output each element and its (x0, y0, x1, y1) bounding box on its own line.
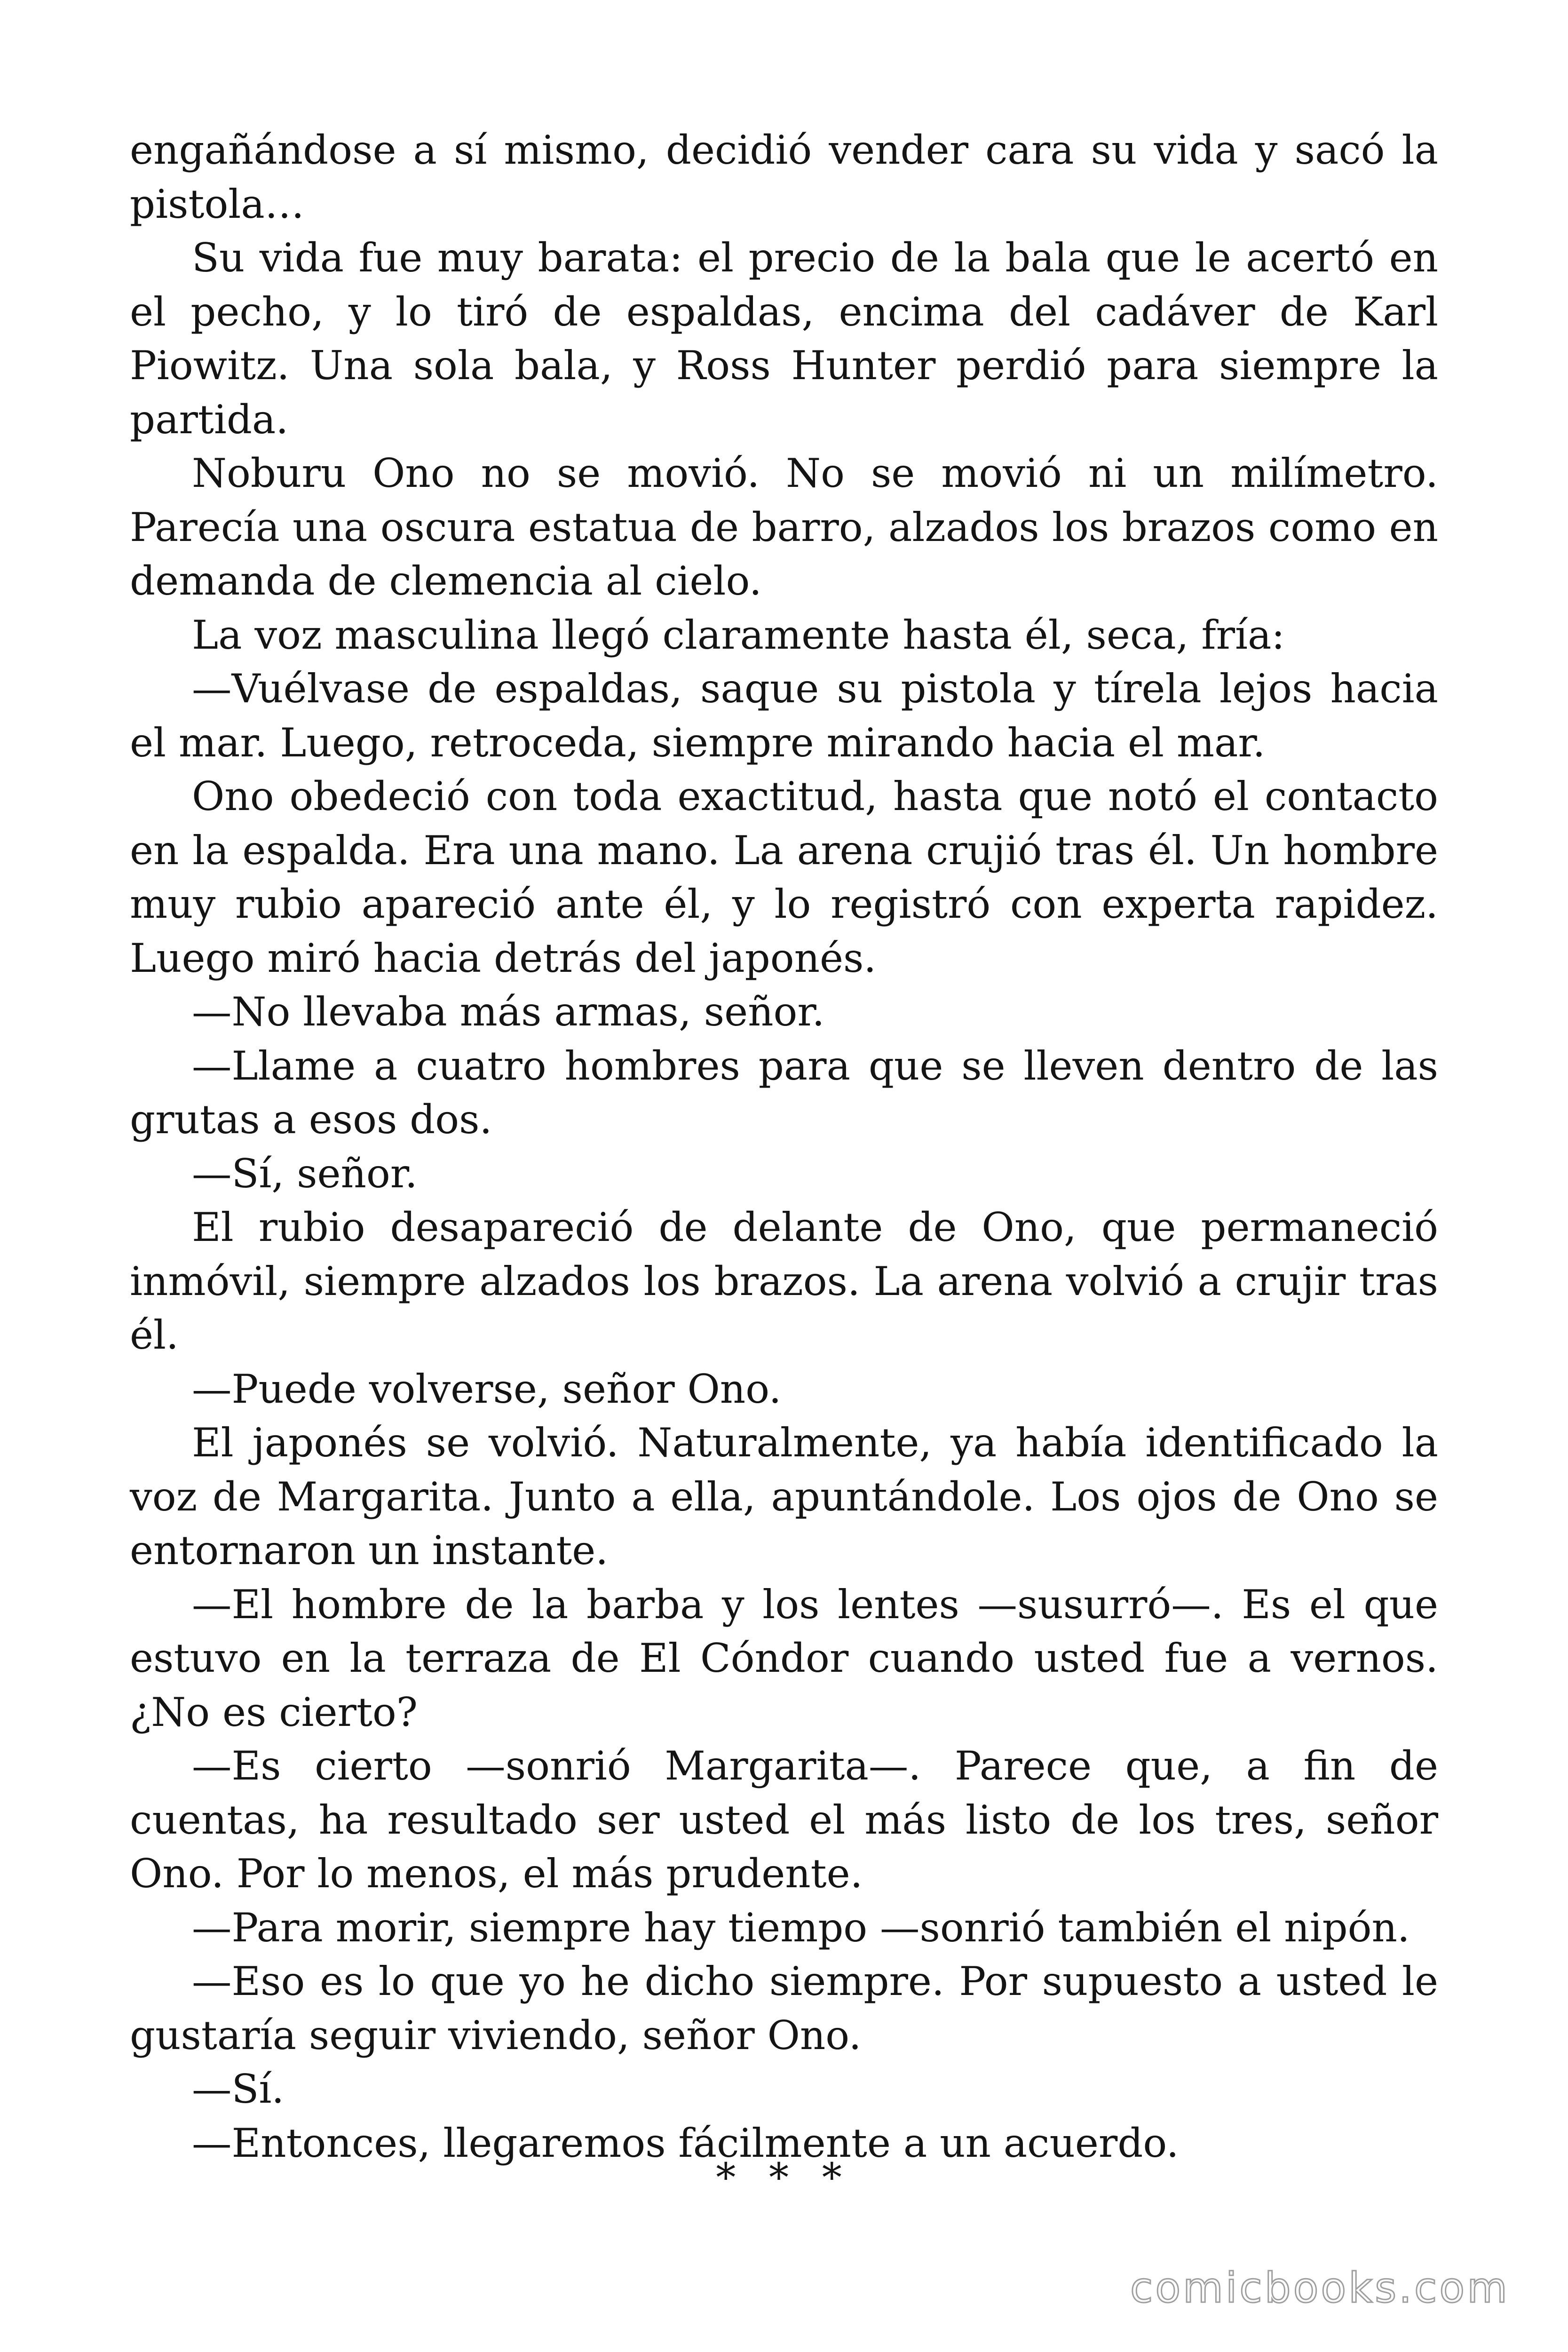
paragraph: engañándose a sí mismo, decidió vender cara su vida y sacó la pistola… (130, 127, 1438, 227)
paragraph: El japonés se volvió. Naturalmente, ya había identificado la voz de Margarita. Junto a ella, apuntándole. Los ojos de Ono se entornaron un instante. (130, 1420, 1438, 1573)
paragraph: —Puede volverse, señor Ono. (192, 1366, 782, 1412)
watermark: comicbooks.com (1130, 2264, 1510, 2312)
paragraph: —Sí. (192, 2066, 285, 2112)
paragraph: —Para morir, siempre hay tiempo —sonrió también el nipón. (192, 1904, 1410, 1951)
paragraph: El rubio desapareció de delante de Ono, que permaneció inmóvil, siempre alzados los brazos. La arena volvió a crujir tras él. (130, 1204, 1438, 1358)
paragraph: —Entonces, llegaremos fácilmente a un acuerdo. (192, 2120, 1179, 2166)
paragraph: —Llame a cuatro hombres para que se lleven dentro de las grutas a esos dos. (130, 1042, 1438, 1143)
paragraph: —Es cierto —sonrió Margarita—. Parece que, a fin de cuentas, ha resultado ser usted el más listo de los tres, señor Ono. Por lo menos, el más prudente. (130, 1743, 1438, 1897)
paragraph: —Eso es lo que yo he dicho siempre. Por supuesto a usted le gustaría seguir viviendo, señor Ono. (130, 1958, 1438, 2058)
paragraph: —El hombre de la barba y los lentes —susurró—. Es el que estuvo en la terraza de El Cóndor cuando usted fue a vernos. ¿No es cierto? (130, 1581, 1438, 1735)
paragraph: —Vuélvase de espaldas, saque su pistola y tírela lejos hacia el mar. Luego, retroceda, siempre mirando hacia el mar. (130, 666, 1438, 766)
paragraph: Noburu Ono no se movió. No se movió ni un milímetro. Parecía una oscura estatua de barro, alzados los brazos como en demanda de clemencia al cielo. (130, 450, 1438, 604)
paragraph: Su vida fue muy barata: el precio de la bala que le acertó en el pecho, y lo tiró de espaldas, encima del cadáver de Karl Piowitz. Una sola bala, y Ross Hunter perdió para siempre la partida. (130, 235, 1438, 443)
paragraph: La voz masculina llegó claramente hasta él, seca, fría: (192, 612, 1285, 658)
section-separator: * * * (716, 2154, 852, 2201)
paragraph: —No llevaba más armas, señor. (192, 989, 825, 1035)
paragraph: —Sí, señor. (192, 1150, 418, 1197)
paragraph: Ono obedeció con toda exactitud, hasta que notó el contacto en la espalda. Era una mano. La arena crujió tras él. Un hombre muy rubio apareció ante él, y lo registró con experta rapidez. Luego miró hacia detrás del japonés. (130, 773, 1438, 981)
page-body-text (130, 123, 1438, 2170)
